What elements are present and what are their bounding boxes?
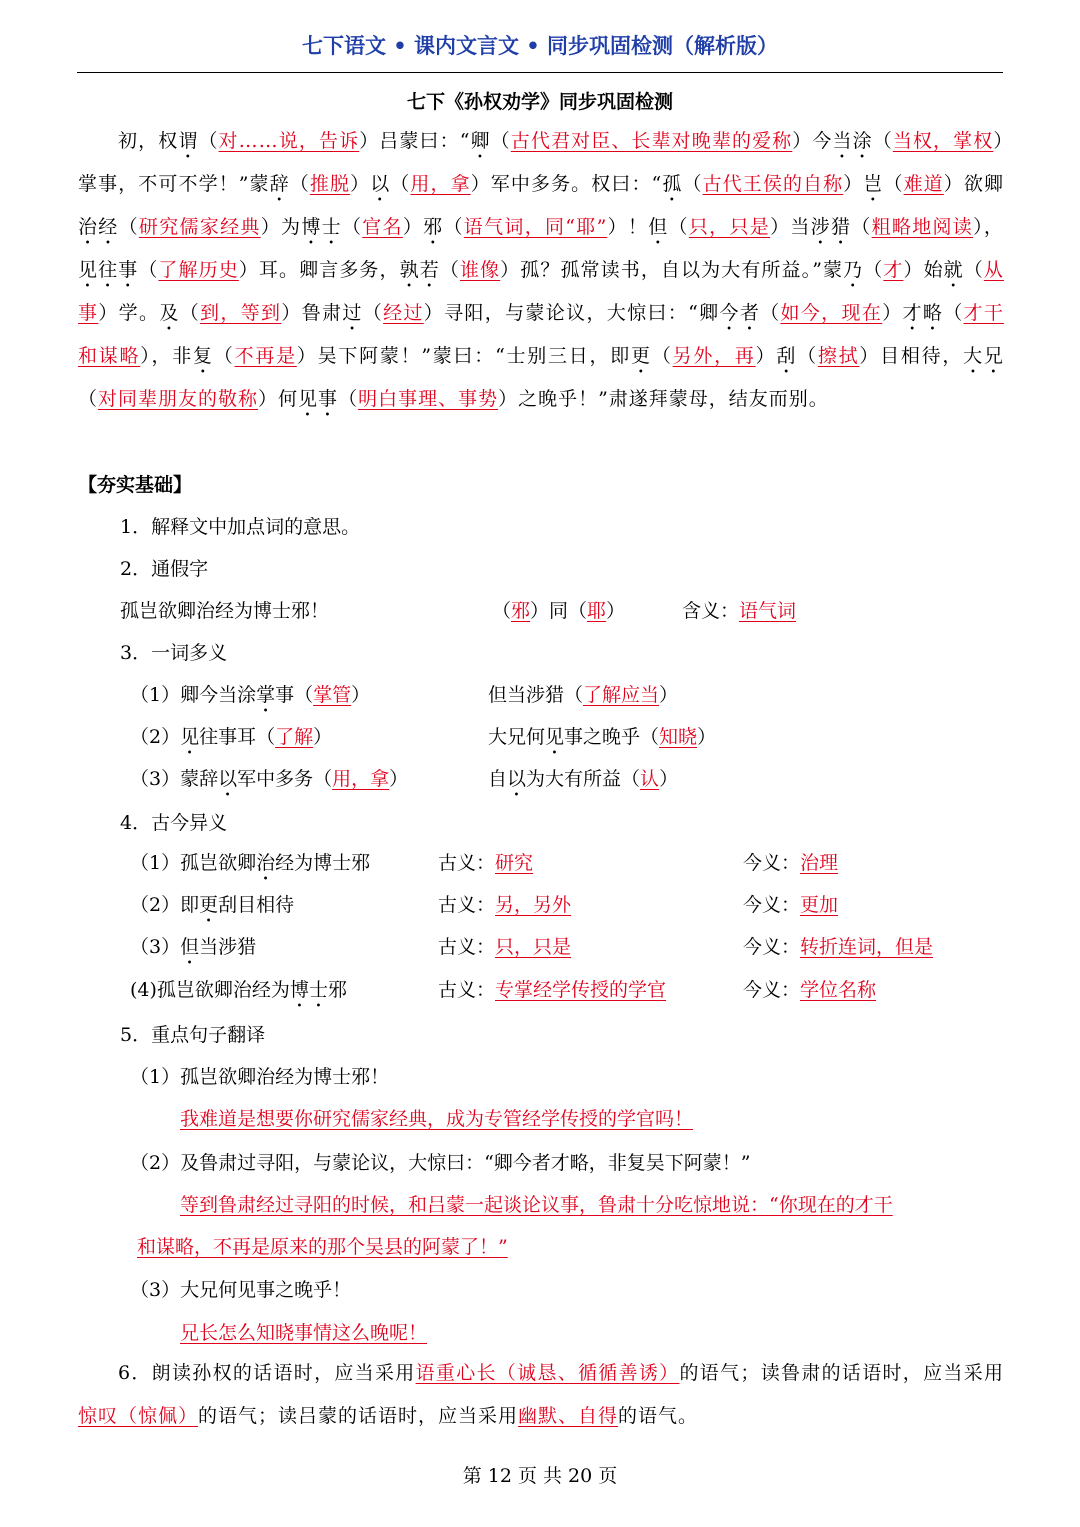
dotted-word: 治经	[78, 216, 119, 238]
sentence-text: 自	[488, 768, 508, 790]
answer: 知晓	[659, 726, 698, 748]
annotation: 如今，现在	[780, 302, 883, 324]
polysemy-right	[488, 680, 678, 707]
ancient-label: 古义：	[438, 852, 496, 874]
sentence-text: 事（	[275, 684, 314, 706]
passage-text: （	[289, 173, 310, 195]
question-1: 1．解释文中加点词的意思。	[120, 516, 361, 538]
answer: 治理	[800, 852, 839, 874]
polysemy-left	[130, 764, 408, 801]
tongjia-char-a: 邪	[511, 600, 531, 622]
passage-text: ）	[350, 173, 371, 195]
answer: 学位名称	[800, 979, 877, 1001]
passage-text: ）	[843, 173, 864, 195]
passage-text: ）目相待，	[859, 345, 964, 367]
annotation: 才干和谋略	[78, 302, 1004, 367]
dotted-word: 更	[199, 894, 219, 916]
modern-label: 今义：	[743, 936, 801, 958]
ancient-modern-sentence	[130, 975, 347, 1012]
passage-text: ）	[755, 345, 777, 367]
passage-text: （	[760, 302, 781, 324]
annotation: 经过	[383, 302, 424, 324]
dotted-word: 当涂	[832, 130, 873, 152]
dotted-word: 卿	[470, 130, 491, 152]
dotted-word: 掌	[256, 684, 276, 706]
page-footer: 第 12 页 共 20 页	[462, 1465, 618, 1487]
ancient-modern-sentence	[130, 932, 256, 969]
dotted-word: 见事	[298, 388, 339, 410]
page-title: 七下《孙权劝学》同步巩固检测	[406, 91, 673, 113]
passage-text: ）寻阳，与蒙论议，大惊曰：“卿	[423, 302, 720, 324]
passage-text: ）吕蒙曰：“	[359, 130, 471, 152]
annotation: 古代王侯的自称	[702, 173, 844, 195]
passage-text: （	[651, 345, 673, 367]
item-number: （2）	[130, 894, 181, 916]
item-number: （1）	[130, 852, 181, 874]
translation-answer	[180, 1190, 893, 1217]
ancient-label: 古义：	[438, 894, 496, 916]
tongjia-meaning	[682, 596, 796, 623]
annotation: 古代君对臣、长辈对晚辈的爱称	[510, 130, 793, 152]
sentence-text: 但当涉猎（	[488, 684, 584, 706]
passage-text: （	[439, 259, 460, 281]
dotted-word: 孰若	[399, 259, 440, 281]
paren: ）	[389, 768, 409, 790]
passage-text: （	[883, 173, 904, 195]
sentence-text: 孤岂欲卿	[180, 852, 257, 874]
dotted-word: 过	[342, 302, 363, 324]
section-heading: 【夯实基础】	[78, 474, 193, 496]
dotted-word: 谓	[178, 130, 199, 152]
dotted-word: 但	[648, 216, 669, 238]
passage-text: （	[390, 173, 411, 195]
translation-answer	[137, 1232, 508, 1259]
dotted-word: 以	[218, 768, 238, 790]
passage-text: （	[872, 130, 893, 152]
dotted-word: 就	[943, 259, 964, 281]
dotted-word: 涉猎	[810, 216, 852, 238]
modern-label: 今义：	[743, 894, 801, 916]
passage-text: （	[118, 216, 139, 238]
paren: ）	[659, 684, 679, 706]
answer: 用，拿	[332, 768, 390, 790]
sentence-text: 大兄何	[488, 726, 546, 748]
annotation: 难道	[903, 173, 944, 195]
passage-text: （	[138, 259, 159, 281]
answer: 认	[640, 768, 660, 790]
sentence-text: 卿今当涂	[180, 684, 257, 706]
annotation: 推脱	[309, 173, 351, 195]
dotted-word: 刮	[776, 345, 798, 367]
dotted-word: 乃	[843, 259, 864, 281]
question-5-label: 5．重点句子翻译	[120, 1024, 266, 1046]
paren: ）	[313, 726, 333, 748]
sentence-text: 大兄何见事之晚乎！	[180, 1279, 352, 1301]
item-number: （2）	[130, 1152, 181, 1174]
sentence-text: 当涉猎	[199, 936, 257, 958]
answer: 和谋略，不再是原来的那个吴县的阿蒙了！”	[137, 1236, 508, 1258]
paren: ）	[606, 600, 626, 622]
annotation: 粗略地阅读	[871, 216, 974, 238]
answer: 等到鲁肃经过寻阳的时候，和吕蒙一起谈论议事，鲁肃十分吃惊地说：“你现在的才干	[180, 1194, 893, 1216]
passage-text: （	[668, 216, 689, 238]
paren: ）	[697, 726, 717, 748]
passage-text: ）当	[770, 216, 811, 238]
annotation: 谁像	[459, 259, 501, 281]
passage-text: ）吴下阿蒙！”蒙曰：“士别三日，即	[296, 345, 632, 367]
passage-text: ）学。	[98, 302, 160, 324]
item-number: (4)	[130, 979, 157, 1001]
item-number: （3）	[130, 1279, 181, 1301]
passage-text: （	[341, 216, 363, 238]
ancient-meaning	[438, 890, 571, 917]
passage-text: ）！	[607, 216, 649, 238]
answer: 只，只是	[495, 936, 572, 958]
dotted-word: 大兄	[963, 345, 1004, 367]
modern-meaning	[743, 890, 838, 917]
sentence-text: 经为博士邪	[275, 852, 371, 874]
answer: 了解应当	[583, 684, 660, 706]
ancient-label: 古义：	[438, 936, 496, 958]
translation-question	[130, 1062, 389, 1089]
modern-meaning	[743, 848, 838, 875]
passage-text: ）为	[260, 216, 302, 238]
passage-text: ），非	[140, 345, 194, 367]
polysemy-right	[488, 764, 678, 801]
annotation: 了解历史	[158, 259, 239, 281]
ancient-meaning	[438, 975, 666, 1002]
paren: ）	[659, 768, 679, 790]
dotted-word: 以	[507, 768, 527, 790]
dotted-word: 以	[370, 173, 391, 195]
annotation: 用，拿	[410, 173, 471, 195]
sentence-text: 事之晚乎（	[564, 726, 660, 748]
dotted-word: 孤	[662, 173, 683, 195]
ancient-meaning	[438, 932, 571, 959]
sentence-text: 往事耳（	[199, 726, 276, 748]
ancient-modern-sentence	[130, 848, 370, 885]
dotted-word: 博士	[289, 979, 328, 1001]
answer: 掌管	[313, 684, 352, 706]
annotation: 只，只是	[688, 216, 771, 238]
passage-text: （	[198, 130, 219, 152]
annotation: 到，等到	[200, 302, 282, 324]
passage-text: （	[490, 130, 511, 152]
answer: 惊叹（惊佩）	[78, 1404, 199, 1427]
passage-text: ）掌事，不可不学！”蒙	[78, 130, 1004, 195]
answer: 研究	[495, 852, 534, 874]
annotation: 官名	[362, 216, 403, 238]
passage-text: （	[179, 302, 201, 324]
header-divider	[77, 72, 1003, 73]
classical-passage	[78, 120, 1004, 421]
item-number: （1）	[130, 684, 181, 706]
sentence-text: 军中多务（	[237, 768, 333, 790]
question-text: 6．朗读孙权的话语时，应当采用	[118, 1362, 416, 1384]
passage-text: ）	[882, 302, 903, 324]
dotted-word: 及	[159, 302, 180, 324]
answer: 我难道是想要你研究儒家经典，成为专管经学传授的学官吗！	[180, 1108, 694, 1130]
passage-text: ）何	[258, 388, 299, 410]
annotation: 对……说，告诉	[218, 130, 360, 152]
question-text: 的语气；读吕蒙的话语时，应当采用	[198, 1404, 519, 1427]
answer: 语重心长（诚恳、循循善诱）	[415, 1362, 680, 1384]
ancient-modern-sentence	[130, 890, 294, 927]
passage-text: ）始	[903, 259, 944, 281]
dotted-word: 邪	[423, 216, 444, 238]
meaning-answer: 语气词	[739, 600, 797, 622]
dotted-word: 今者	[719, 302, 761, 324]
sentence-text: 即	[180, 894, 200, 916]
annotation: 不再是	[234, 345, 297, 367]
modern-label: 今义：	[743, 979, 801, 1001]
translation-answer	[180, 1104, 693, 1131]
passage-text: ）今	[792, 130, 833, 152]
modern-meaning	[743, 932, 933, 959]
question-2-label: 2．通假字	[120, 558, 209, 580]
dotted-word: 见往事	[78, 259, 139, 281]
ancient-label: 古义：	[438, 979, 496, 1001]
passage-text: ）孤？孤常读书，自以为大有所益。”蒙	[500, 259, 844, 281]
question-4-label: 4．古今异义	[120, 812, 228, 834]
dotted-word: 见	[545, 726, 565, 748]
meaning-label: 含义：	[682, 600, 740, 622]
answer: 更加	[800, 894, 839, 916]
page-header: 七下语文 • 课内文言文 • 同步巩固检测（解析版）	[301, 34, 779, 58]
annotation: 对同辈朋友的敬称	[98, 388, 259, 410]
polysemy-left	[130, 680, 370, 717]
answer: 转折连词，但是	[800, 936, 934, 958]
answer: 了解	[275, 726, 314, 748]
modern-label: 今义：	[743, 852, 801, 874]
dotted-word: 才略	[902, 302, 944, 324]
sentence-text: 为大有所益（	[526, 768, 641, 790]
passage-text: （	[338, 388, 359, 410]
question-text: 的语气；读鲁肃的话语时，应当采用	[679, 1362, 1004, 1384]
passage-text: （	[362, 302, 384, 324]
item-number: （3）	[130, 936, 181, 958]
dotted-word: 复	[193, 345, 214, 367]
passage-text: ），	[973, 216, 1004, 238]
answer: 另，另外	[495, 894, 572, 916]
translation-answer	[180, 1318, 427, 1345]
passage-text: ）军中多务。权曰：“	[470, 173, 663, 195]
tongjia-sentence: 孤岂欲卿治经为博士邪！	[120, 600, 330, 622]
question-6	[78, 1352, 1004, 1437]
dotted-word: 但	[180, 936, 200, 958]
sentence-text: 孤岂欲卿治经为	[156, 979, 290, 1001]
paren: ）	[351, 684, 371, 706]
annotation: 才	[883, 259, 904, 281]
annotation: 语气词，同“耶”	[463, 216, 608, 238]
annotation: 明白事理、事势	[358, 388, 499, 410]
sentence-text: 孤岂欲卿治经为博士邪！	[180, 1066, 390, 1088]
annotation: 研究儒家经典	[138, 216, 261, 238]
answer: 专掌经学传授的学官	[495, 979, 667, 1001]
passage-text: （	[797, 345, 818, 367]
modern-meaning	[743, 975, 876, 1002]
tongjia-char-b: 耶	[587, 600, 607, 622]
passage-text: ）之晚乎！”肃遂拜蒙母，结友而别。	[498, 388, 829, 410]
polysemy-right	[488, 722, 716, 759]
paren: （	[492, 600, 512, 622]
dotted-word: 辞	[269, 173, 290, 195]
passage-text: 初，权	[118, 130, 179, 152]
dotted-word: 岂	[863, 173, 884, 195]
item-number: （2）	[130, 726, 181, 748]
passage-text: （	[863, 259, 884, 281]
annotation: 擦拭	[817, 345, 860, 367]
item-number: （1）	[130, 1066, 181, 1088]
ancient-meaning	[438, 848, 533, 875]
polysemy-left	[130, 722, 332, 759]
sentence-text: 及鲁肃过寻阳，与蒙论议，大惊曰：“卿今者才略，非复吴下阿蒙！”	[180, 1152, 751, 1174]
sentence-text: 刮目相待	[218, 894, 295, 916]
answer: 幽默、自得	[518, 1404, 619, 1427]
translation-question	[130, 1275, 351, 1302]
passage-text: （	[943, 302, 964, 324]
passage-text: ）耳。卿言多务，	[238, 259, 400, 281]
sentence-text: 蒙辞	[180, 768, 219, 790]
passage-text: （	[443, 216, 464, 238]
dotted-word: 更	[631, 345, 652, 367]
passage-text: ）欲卿	[943, 173, 1004, 195]
answer: 兄长怎么知晓事情这么晚呢！	[180, 1322, 428, 1344]
passage-text: （	[682, 173, 703, 195]
passage-text: ）	[402, 216, 424, 238]
question-3-label: 3．一词多义	[120, 642, 228, 664]
passage-text: （	[851, 216, 872, 238]
annotation: 另外，再	[672, 345, 756, 367]
passage-text: （	[78, 388, 99, 410]
item-number: （3）	[130, 768, 181, 790]
passage-text: ）鲁肃	[281, 302, 343, 324]
annotation: 当权，掌权	[892, 130, 994, 152]
passage-text: （	[213, 345, 235, 367]
question-text: 的语气。	[618, 1404, 699, 1427]
dotted-word: 见	[180, 726, 200, 748]
dotted-word: 博士	[301, 216, 342, 238]
paren-mid: ）同（	[530, 600, 588, 622]
sentence-text: 邪	[327, 979, 347, 1001]
dotted-word: 治	[256, 852, 276, 874]
tongjia-pair	[492, 596, 625, 623]
passage-text: （	[963, 259, 984, 281]
translation-question	[130, 1148, 751, 1175]
annotation: 从事	[78, 259, 1004, 324]
